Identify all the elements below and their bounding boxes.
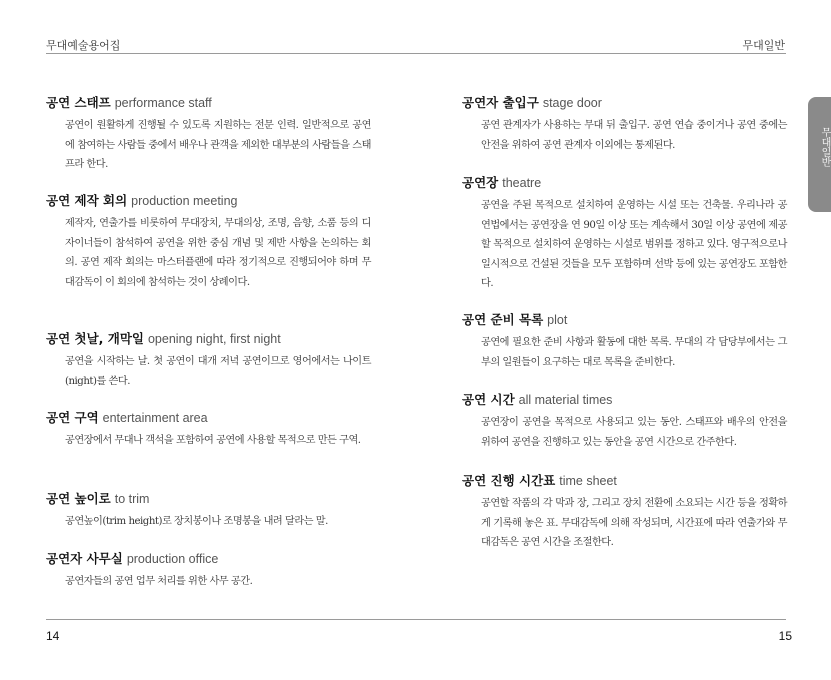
entry-definition: 공연이 원활하게 진행될 수 있도록 지원하는 전문 인력. 일반적으로 공연에 참여하는 사람들 중에서 배우나 관객을 제외한 대부분의 사람들을 스태프라 한다. — [65, 120, 371, 170]
glossary-entry — [462, 311, 787, 372]
entry-definition: 공연 관계자가 사용하는 무대 뒤 출입구. 공연 연습 중이거나 공연 중에는 안전을 위하여 공연 관계자 이외에는 통제된다. — [481, 120, 787, 151]
term-korean: 공연 준비 목록 — [462, 312, 544, 327]
term-korean: 공연 첫날, 개막일 — [46, 331, 144, 346]
term-english: all material times — [518, 393, 613, 407]
entry-term — [46, 192, 371, 210]
entry-term — [46, 409, 371, 427]
running-head-left: 무대예술용어집 — [46, 40, 121, 52]
glossary-entry — [462, 174, 787, 294]
entry-term — [462, 311, 787, 329]
term-korean: 공연장 — [462, 175, 499, 190]
entry-term — [462, 174, 787, 192]
entry-definition: 제작자, 연출가를 비롯하여 무대장치, 무대의상, 조명, 음향, 소품 등의 디자이너들이 참석하여 공연을 위한 중심 개념 및 제반 사항을 논의하는 회의. 공연 제작 회의는 마스터플랜에 따라 정기적으로 진행되어야 하며 무대감독이 이 회의에 참석하는 것이 상례이다. — [65, 218, 371, 288]
term-english: stage door — [542, 96, 602, 110]
running-head-right: 무대일반 — [742, 40, 785, 52]
section-tab-label: 무대일반 — [819, 127, 830, 167]
term-english: plot — [547, 313, 568, 327]
term-english: production office — [126, 552, 219, 566]
term-korean: 공연 시간 — [462, 392, 515, 407]
term-english: theatre — [502, 176, 542, 190]
glossary-entry — [462, 391, 787, 452]
glossary-entry — [462, 472, 787, 553]
entry-term — [46, 490, 371, 508]
term-korean: 공연 구역 — [46, 410, 99, 425]
entry-definition: 공연할 작품의 각 막과 장, 그리고 장치 전환에 소요되는 시간 등을 정확하게 기록해 놓은 표. 무대감독에 의해 작성되며, 시간표에 따라 연출가와 무대감독은 공연 시간을 조절한다. — [481, 498, 787, 548]
entry-term — [46, 550, 371, 568]
term-korean: 공연자 출입구 — [462, 95, 539, 110]
entry-definition: 공연장에서 무대나 객석을 포함하여 공연에 사용할 목적으로 만든 구역. — [65, 435, 361, 446]
page-number-left: 14 — [46, 629, 60, 643]
glossary-entry — [46, 192, 371, 292]
term-english: opening night, first night — [147, 332, 281, 346]
glossary-entry — [46, 94, 371, 175]
term-korean: 공연 스태프 — [46, 95, 111, 110]
term-english: performance staff — [114, 96, 212, 110]
entry-definition: 공연자들의 공연 업무 처리를 위한 사무 공간. — [65, 576, 253, 587]
term-english: production meeting — [131, 194, 238, 208]
glossary-entry — [46, 550, 371, 592]
term-english: to trim — [114, 492, 150, 506]
glossary-entry — [462, 94, 787, 155]
glossary-entry — [46, 330, 371, 391]
entry-definition: 공연에 필요한 준비 사항과 활동에 대한 목록. 무대의 각 담당부에서는 그 부의 일원들이 요구하는 대로 목록을 준비한다. — [481, 337, 787, 368]
footer-rule — [46, 619, 786, 620]
header-rule — [46, 53, 786, 54]
term-korean: 공연자 사무실 — [46, 551, 123, 566]
entry-term — [46, 330, 371, 348]
entry-definition: 공연장이 공연을 목적으로 사용되고 있는 동안. 스태프와 배우의 안전을 위하여 공연을 진행하고 있는 동안을 공연 시간으로 간주한다. — [481, 417, 787, 448]
glossary-entry — [46, 490, 371, 532]
term-english: entertainment area — [102, 411, 208, 425]
term-english: time sheet — [559, 474, 617, 488]
entry-term — [462, 94, 787, 112]
entry-definition: 공연높이(trim height)로 장치봉이나 조명봉을 내려 달라는 말. — [65, 516, 328, 527]
entry-term — [46, 94, 371, 112]
entry-definition: 공연을 주된 목적으로 설치하여 운영하는 시설 또는 건축물. 우리나라 공연법에서는 공연장을 연 90일 이상 또는 계속해서 30일 이상 공연에 제공할 목적으로 설치하여 운영하는 시설로 범위를 정하고 있다. 영구적으로나 일시적으로 건설된 것들을 모두 포함하며 선박 등에 있는 공연장도 포함한다. — [481, 200, 787, 289]
term-korean: 공연 높이로 — [46, 491, 111, 506]
page-number-right: 15 — [778, 629, 792, 643]
glossary-entry — [46, 409, 371, 451]
term-korean: 공연 진행 시간표 — [462, 473, 556, 488]
entry-term — [462, 472, 787, 490]
section-tab[interactable] — [808, 97, 831, 212]
entry-term — [462, 391, 787, 409]
entry-definition: 공연을 시작하는 날. 첫 공연이 대개 저녁 공연이므로 영어에서는 나이트(night)를 쓴다. — [65, 356, 371, 387]
term-korean: 공연 제작 회의 — [46, 193, 128, 208]
